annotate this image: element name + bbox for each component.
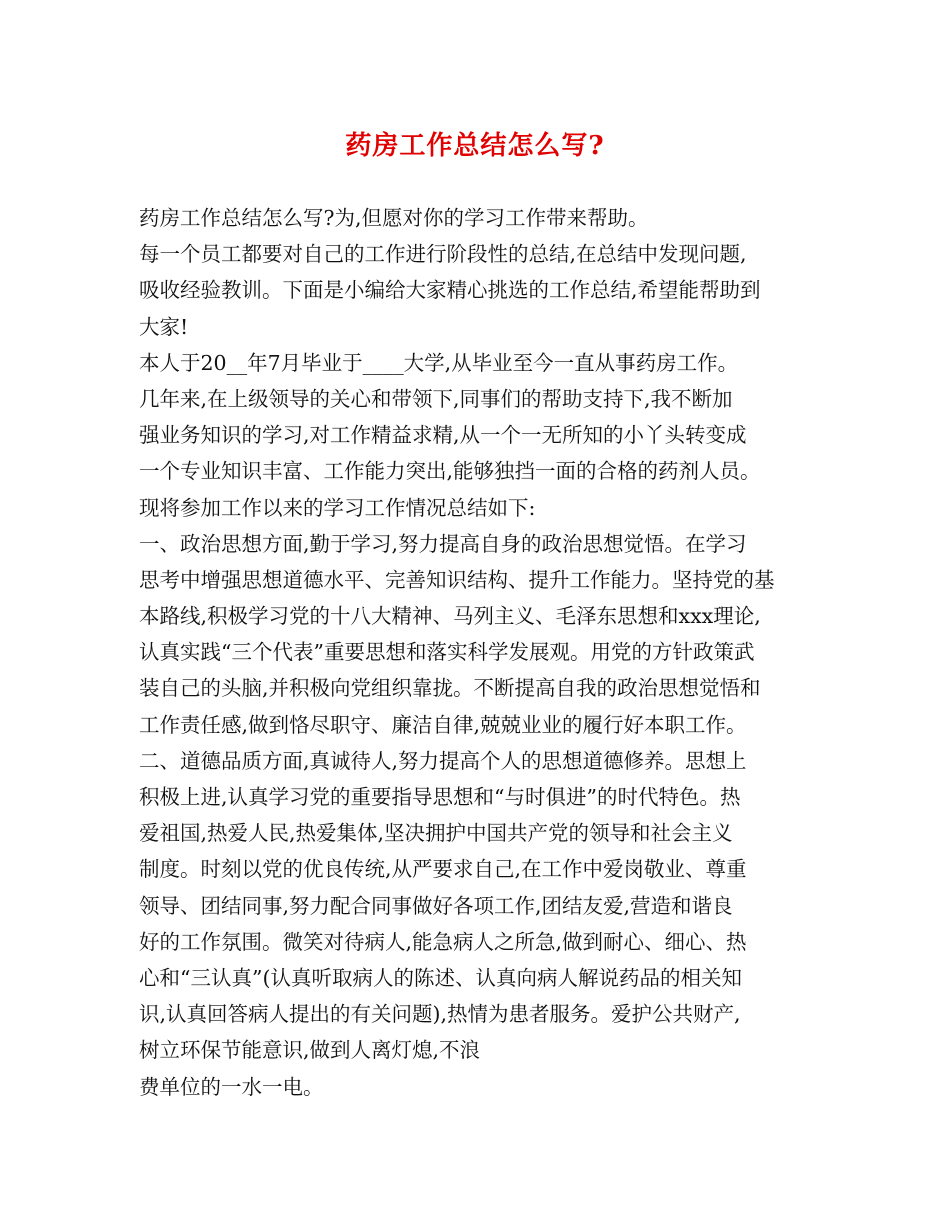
- text-line: 现将参加工作以来的学习工作情况总结如下:: [139, 495, 536, 520]
- text-line: 药房工作总结怎么写?为,但愿对你的学习工作带来帮助。: [139, 206, 649, 230]
- text-line: 树立环保节能意识,做到人离灯熄,不浪: [139, 1038, 481, 1063]
- document-body: [139, 200, 839, 1105]
- text-line: 心和“三认真”(认真听取病人的陈述、认真向病人解说药品的相关知: [139, 965, 742, 990]
- text-line: 一、政治思想方面,勤于学习,努力提高自身的政治思想觉悟。在学习: [139, 531, 747, 556]
- text-line: 思考中增强思想道德水平、完善知识结构、提升工作能力。坚持党的基: [139, 567, 775, 592]
- text-line: 爱祖国,热爱人民,热爱集体,坚决拥护中国共产党的领导和社会主义: [139, 821, 733, 846]
- text-line: 装自己的头脑,并积极向党组织靠拢。不断提高自我的政治思想觉悟和: [139, 676, 761, 701]
- text-line: 几年来,在上级领导的关心和带领下,同事们的帮助支持下,我不断加: [139, 386, 733, 411]
- text-line: 吸收经验教训。下面是小编给大家精心挑选的工作总结,希望能帮助到: [139, 278, 761, 303]
- text-line: 本人于20__年7月毕业于____大学,从毕业至今一直从事药房工作。: [139, 350, 739, 375]
- text-line: 强业务知识的学习,对工作精益求精,从一个一无所知的小丫头转变成: [139, 423, 747, 448]
- text-line: 积极上进,认真学习党的重要指导思想和“与时俱进”的时代特色。热: [139, 785, 741, 809]
- text-line: 大家!: [139, 314, 189, 339]
- text-line: 识,认真回答病人提出的有关问题),热情为患者服务。爱护公共财产,: [139, 1002, 741, 1027]
- text-line: 本路线,积极学习党的十八大精神、马列主义、毛泽东思想和xxx理论,: [139, 604, 761, 629]
- text-line: 认真实践“三个代表”重要思想和落实科学发展观。用党的方针政策武: [139, 640, 755, 665]
- text-line: 二、道德品质方面,真诚待人,努力提高个人的思想道德修养。思想上: [139, 748, 747, 773]
- text-line: 制度。时刻以党的优良传统,从严要求自己,在工作中爱岗敬业、尊重: [139, 857, 747, 882]
- text-line: 每一个员工都要对自己的工作进行阶段性的总结,在总结中发现问题,: [139, 242, 747, 267]
- text-line: 工作责任感,做到恪尽职守、廉洁自律,兢兢业业的履行好本职工作。: [139, 712, 747, 737]
- text-line: 领导、团结同事,努力配合同事做好各项工作,团结友爱,营造和谐良: [139, 893, 733, 918]
- text-line: 费单位的一水一电。: [139, 1074, 324, 1099]
- text-line: 好的工作氛围。微笑对待病人,能急病人之所急,做到耐心、细心、热: [139, 929, 747, 954]
- text-line: 一个专业知识丰富、工作能力突出,能够独挡一面的合格的药剂人员。: [139, 459, 761, 484]
- document-title: 药房工作总结怎么写?: [345, 131, 605, 161]
